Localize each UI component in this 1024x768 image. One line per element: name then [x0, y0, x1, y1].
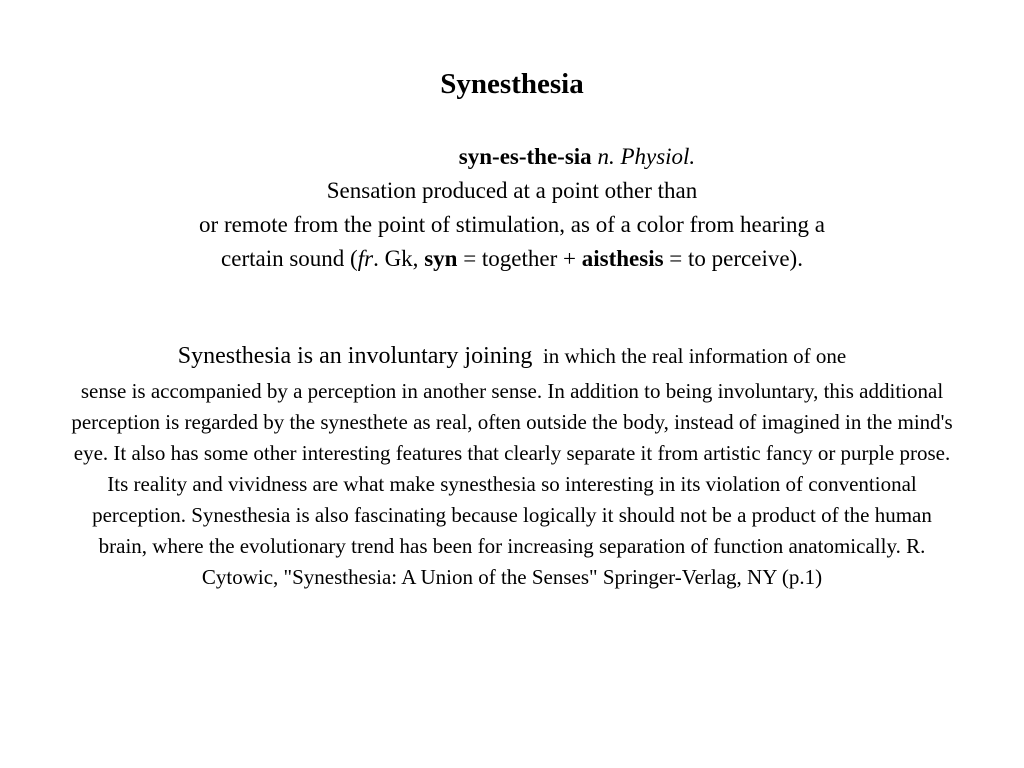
- definition-line-3: certain sound (fr. Gk, syn = together + aisthesis = to perceive).: [221, 246, 803, 271]
- quote-first-line-rest: in which the real information of one: [542, 344, 847, 368]
- definition-line-1: Sensation produced at a point other than: [326, 178, 698, 203]
- quote-lead: Synesthesia is an involuntary joining: [177, 343, 533, 369]
- definition-line-2: or remote from the point of stimulation, as of a color from hearing a: [199, 212, 825, 237]
- part-of-speech: n. Physiol.: [597, 144, 696, 169]
- aisthesis-term: aisthesis: [581, 246, 664, 271]
- syn-term: syn: [424, 246, 458, 271]
- quote-first-line: [70, 336, 954, 376]
- fr-abbrev: fr: [357, 246, 374, 271]
- headword: syn-es-the-sia: [458, 144, 592, 169]
- definition-headword-line: [60, 140, 964, 174]
- quote-body: sense is accompanied by a perception in another sense. In addition to being involuntary, this additional perception is regarded by the synesthete as real, often outside the body, instead of imagined in the mind's eye. It also has some other interesting features that clearly separate it from artistic fancy or purple prose. Its reality and vividness are what make synesthesia so interesting in its violation of conventional perception. Synesthesia is also fascinating because logically it should not be a product of the human brain, where the evolutionary trend has been for increasing separation of function anatomically. R. Cytowic, "Synesthesia: A Union of the Senses" Springer-Verlag, NY (p.1): [71, 379, 953, 589]
- dictionary-definition: [60, 140, 964, 276]
- cytowic-quote: [70, 336, 954, 593]
- slide-title: Synesthesia: [440, 68, 584, 100]
